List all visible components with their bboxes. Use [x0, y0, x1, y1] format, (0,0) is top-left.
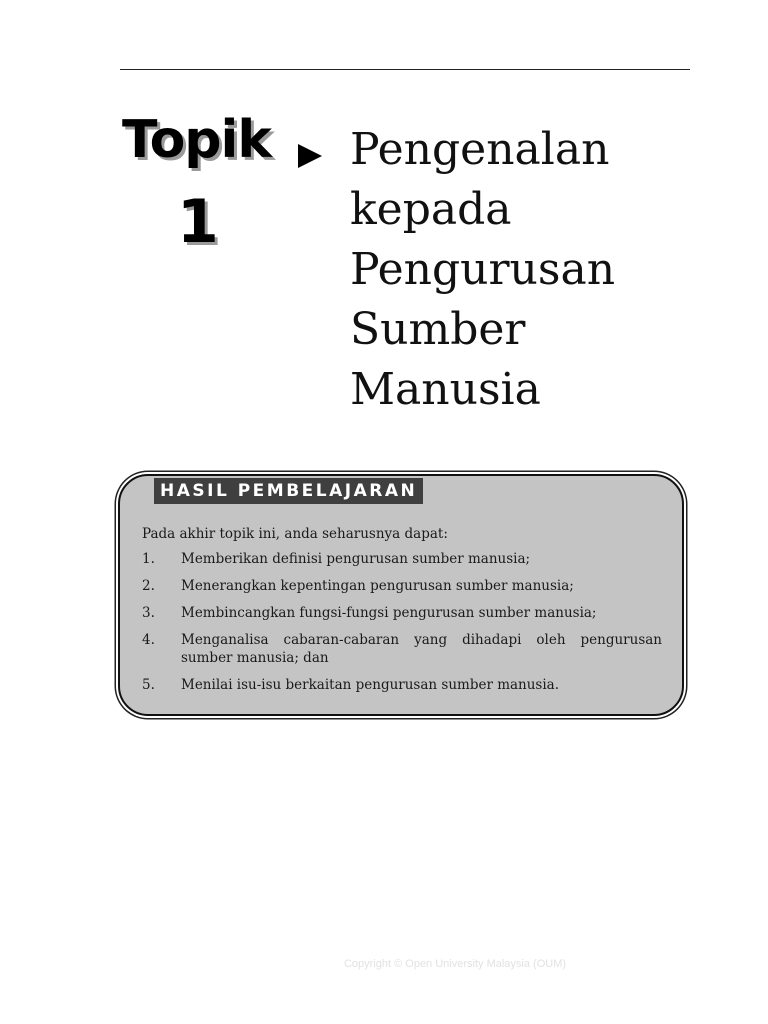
learning-outcomes-list [142, 550, 662, 703]
page-title [350, 120, 690, 420]
play-arrow-icon [298, 144, 322, 168]
title-line: Pengenalan [350, 124, 610, 175]
list-item-number: 2. [142, 578, 155, 594]
top-rule [120, 69, 690, 70]
title-line: Manusia [350, 364, 541, 415]
topic-label: Topik [122, 110, 271, 170]
list-item [142, 577, 662, 595]
list-item-text: Memberikan definisi pengurusan sumber manusia; [181, 551, 531, 567]
list-item-number: 4. [142, 632, 155, 648]
list-item-number: 3. [142, 605, 155, 621]
list-item [142, 676, 662, 694]
list-item-text: Menganalisa cabaran-cabaran yang dihadapi oleh pengurusan sumber manusia; dan [181, 632, 662, 666]
list-item-text: Menilai isu-isu berkaitan pengurusan sumber manusia. [181, 677, 560, 693]
list-item-number: 1. [142, 551, 155, 567]
list-item [142, 550, 662, 568]
title-line: kepada [350, 184, 512, 235]
copyright-watermark: Copyright © Open University Malaysia (OUM) [343, 958, 567, 970]
learning-outcomes-header: HASIL PEMBELAJARAN [154, 478, 423, 504]
list-item-number: 5. [142, 677, 155, 693]
list-item-text: Menerangkan kepentingan pengurusan sumber manusia; [181, 578, 574, 594]
topic-number: 1 [177, 187, 219, 257]
list-item [142, 604, 662, 622]
title-line: Pengurusan [350, 244, 616, 295]
learning-outcomes-intro: Pada akhir topik ini, anda seharusnya dapat: [142, 526, 448, 542]
list-item-text: Membincangkan fungsi-fungsi pengurusan sumber manusia; [181, 605, 597, 621]
list-item [142, 631, 662, 667]
title-line: Sumber [350, 304, 526, 355]
